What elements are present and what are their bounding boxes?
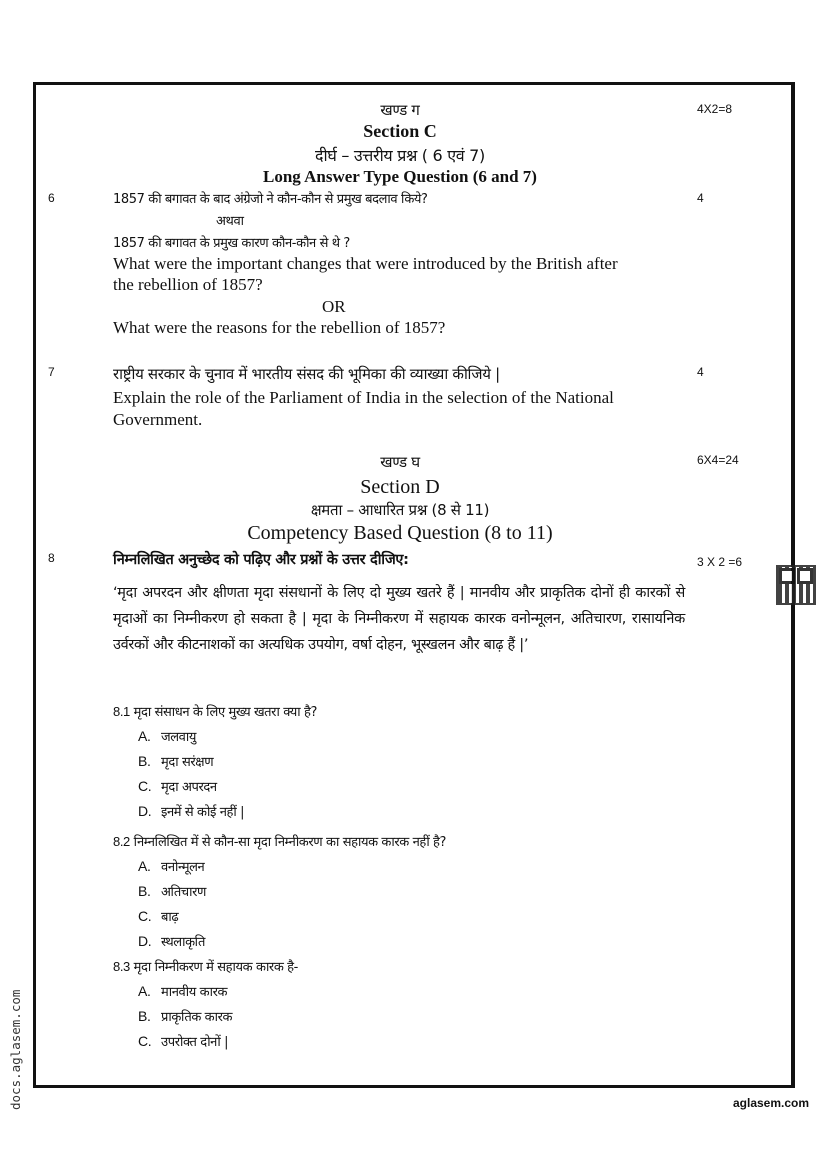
option-text: इनमें से कोई नहीं | (161, 805, 245, 820)
qr-code-icon (776, 565, 816, 605)
option-text: स्थलाकृति (161, 935, 206, 950)
sub-question-label: 8.1 (113, 704, 130, 719)
option (138, 1007, 232, 1025)
option-letter: A. (138, 858, 151, 874)
q6-hindi-question-1: 1857 की बगावत के बाद अंग्रेजो ने कौन-कौन से प्रमुख बदलाव किये? (113, 192, 428, 207)
question-number: 6 (48, 191, 55, 205)
option-text: उपरोक्त दोनों | (161, 1035, 229, 1050)
q7-english-line2: Government. (113, 410, 203, 429)
option-text: बाढ़ (161, 910, 179, 925)
section-c-hindi-title: खण्ड ग (380, 101, 420, 119)
question-marks: 3 X 2 =6 (697, 555, 743, 569)
footer-watermark: aglasem.com (733, 1096, 810, 1110)
side-watermark: docs.aglasem.com (8, 989, 23, 1110)
option-text: मृदा अपरदन (161, 780, 217, 795)
q6-english-question-1-line2: the rebellion of 1857? (113, 275, 263, 294)
option (138, 882, 206, 900)
question-number: 7 (48, 365, 55, 379)
option (138, 857, 204, 875)
option-text: वनोन्मूलन (161, 860, 205, 875)
option-letter: C. (138, 778, 152, 794)
option (138, 1032, 228, 1050)
option-text: जलवायु (161, 730, 196, 745)
question-marks: 4 (697, 191, 704, 205)
question-marks: 4 (697, 365, 704, 379)
option (138, 982, 227, 1000)
sub-question-8-3 (113, 957, 298, 975)
section-d-hindi-title: खण्ड घ (380, 453, 420, 471)
q6-english-question-2: What were the reasons for the rebellion of 1857? (113, 318, 446, 337)
option-letter: B. (138, 753, 151, 769)
option (138, 932, 205, 950)
option-text: अतिचारण (161, 885, 207, 900)
sub-question-text: मृदा संसाधन के लिए मुख्य खतरा क्या है? (133, 705, 317, 720)
q8-passage: ‘मृदा अपरदन और क्षीणता मृदा संसधानों के लिए दो मुख्य खतरे हैं | मानवीय और प्राकृतिक दोनों ही कारकों से मृदाओं का निम्नीकरण हो सकता है | मृदा के निम्नीकरण में सहायक कारक वनोन्मूलन, अतिचारण, रासायनिक उर्वरकों और कीटनाशकों का अत्यधिक उपयोग, वर्षा दोहन, भूस्खलन और बाढ़ हैं |’ (113, 585, 685, 653)
q6-hindi-or: अथवा (216, 214, 244, 229)
option (138, 752, 213, 770)
option-text: मानवीय कारक (161, 985, 228, 1000)
option-letter: C. (138, 908, 152, 924)
option (138, 802, 244, 820)
q8-instruction: निम्नलिखित अनुच्छेद को पढ़िए और प्रश्नों के उत्तर दीजिए: (113, 552, 409, 568)
section-d-marks: 6X4=24 (697, 453, 739, 467)
sub-question-8-1 (113, 702, 317, 720)
option-letter: A. (138, 728, 151, 744)
q7-english-line1: Explain the role of the Parliament of India in the selection of the National (113, 388, 614, 407)
option-text: मृदा सरंक्षण (161, 755, 214, 770)
sub-question-text: निम्नलिखित में से कौन-सा मृदा निम्नीकरण का सहायक कारक नहीं है? (133, 835, 447, 850)
sub-question-8-2 (113, 832, 446, 850)
option-letter: D. (138, 933, 152, 949)
option-letter: C. (138, 1033, 152, 1049)
option (138, 907, 178, 925)
section-c-marks: 4X2=8 (697, 102, 733, 116)
section-c-title: Section C (363, 121, 437, 141)
q7-hindi-question: राष्ट्रीय सरकार के चुनाव में भारतीय संसद की भूमिका की व्याख्या कीजिये | (113, 365, 500, 383)
sub-question-text: मृदा निम्नीकरण में सहायक कारक है- (133, 960, 298, 975)
option-letter: B. (138, 883, 151, 899)
section-d-title: Section D (360, 476, 440, 498)
option (138, 777, 217, 795)
sub-question-label: 8.3 (113, 959, 130, 974)
section-d-subtitle: Competency Based Question (8 to 11) (247, 522, 553, 544)
question-number: 8 (48, 551, 55, 565)
option (138, 727, 196, 745)
sub-question-label: 8.2 (113, 834, 130, 849)
option-text: प्राकृतिक कारक (161, 1010, 233, 1025)
section-c-subtitle: Long Answer Type Question (6 and 7) (263, 167, 537, 186)
q6-hindi-question-2: 1857 की बगावत के प्रमुख कारण कौन-कौन से थे ? (113, 236, 350, 251)
q6-english-question-1-line1: What were the important changes that were introduced by the British after (113, 254, 618, 273)
q6-english-or: OR (322, 297, 346, 316)
section-d-hindi-subtitle: क्षमता – आधारित प्रश्न (8 से 11) (310, 501, 490, 519)
option-letter: B. (138, 1008, 151, 1024)
section-c-hindi-subtitle: दीर्घ – उत्तरीय प्रश्न ( 6 एवं 7) (315, 146, 485, 165)
option-letter: D. (138, 803, 152, 819)
option-letter: A. (138, 983, 151, 999)
